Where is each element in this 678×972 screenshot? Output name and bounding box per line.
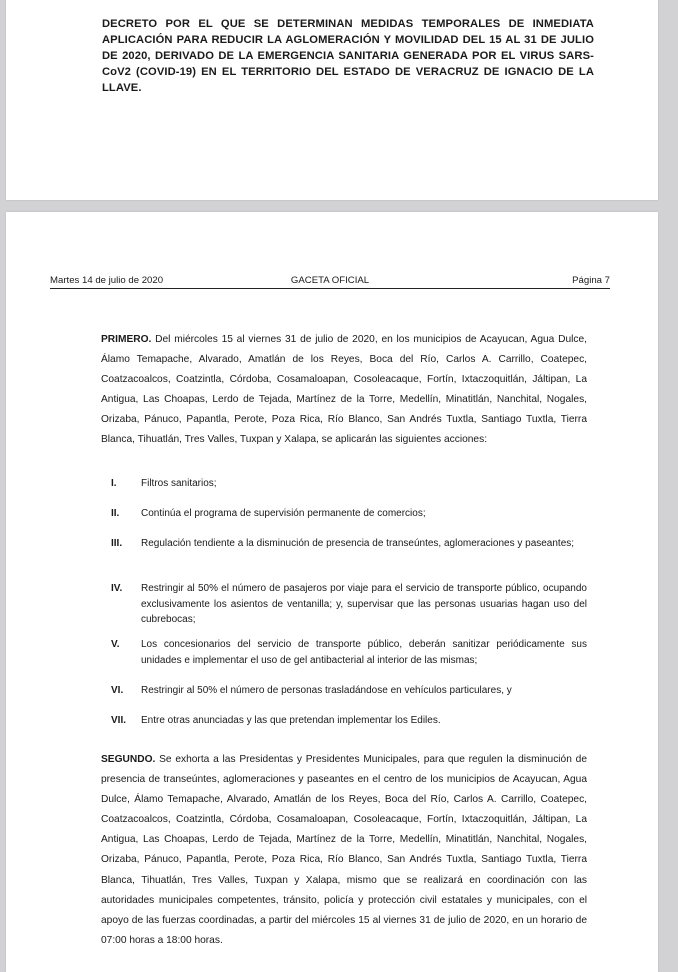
article-segundo [101, 750, 587, 951]
list-item-text: Filtros sanitarios; [141, 478, 217, 489]
header-publication: GACETA OFICIAL [290, 275, 370, 286]
header-date: Martes 14 de julio de 2020 [50, 275, 164, 286]
article-segundo-text: Se exhorta a las Presidentas y Presidentes Municipales, para que regulen la disminución de presencia de transeúntes, aglomeraciones y paseantes en el centro de los municipios de Acayucan, Agua Dulce, Álamo Temapache, Alvarado, Amatlán de los Reyes, Boca del Río, Carlos A. Carrillo, Coatepec, Coatzacoalcos, Coatzintla, Córdoba, Cosamaloapan, Cosoleacaque, Fortín, Ixtaczoquitlán, Jáltipan, La Antigua, Las Choapas, Lerdo de Tejada, Martínez de la Torre, Medellín, Minatitlán, Nanchital, Nogales, Orizaba, Pánuco, Papantla, Perote, Poza Rica, Río Blanco, San Andrés Tuxtla, Santiago Tuxtla, Tierra Blanca, Tihuatlán, Tres Valles, Tuxpan y Xalapa, mismo que se realizará en coordinación con las autoridades municipales competentes, tránsito, policía y protección civil estatales y municipales, con el apoyo de las fuerzas coordinadas, a partir del miércoles 15 al viernes 31 de julio de 2020, en un horario de 07:00 horas a 18:00 horas. [101, 754, 587, 946]
list-item-text: Restringir al 50% el número de pasajeros por viaje para el servicio de transporte público, ocupando exclusivamente los asientos de ventanilla; y, supervisar que las personas usuarias hagan uso del cubrebocas; [141, 583, 587, 625]
article-primero-text: Del miércoles 15 al viernes 31 de julio de 2020, en los municipios de Acayucan, Agua Dulce, Álamo Temapache, Alvarado, Amatlán de los Reyes, Boca del Río, Carlos A. Carrillo, Coatepec, Coatzacoalcos, Coatzintla, Córdoba, Cosamaloapan, Cosoleacaque, Fortín, Ixtaczoquitlán, Jáltipan, La Antigua, Las Choapas, Lerdo de Tejada, Martínez de la Torre, Medellín, Minatitlán, Nanchital, Nogales, Orizaba, Pánuco, Papantla, Perote, Poza Rica, Río Blanco, San Andrés Tuxtla, Santiago Tuxtla, Tierra Blanca, Tihuatlán, Tres Valles, Tuxpan y Xalapa, se aplicarán las siguientes acciones: [101, 334, 587, 446]
list-item-number: I. [111, 478, 117, 489]
list-item-number: III. [111, 538, 123, 549]
list-item-number: V. [111, 639, 120, 650]
article-segundo-label: SEGUNDO. [101, 754, 156, 765]
list-item-number: II. [111, 508, 120, 519]
list-item-text: Restringir al 50% el número de personas trasladándose en vehículos particulares, y [141, 685, 512, 696]
article-primero [101, 330, 587, 451]
gaceta-page [6, 212, 658, 972]
header-divider [50, 288, 610, 289]
list-item-number: IV. [111, 583, 123, 594]
decree-title: DECRETO POR EL QUE SE DETERMINAN MEDIDAS TEMPORALES DE INMEDIATA APLICACIÓN PARA REDUCIR LA AGLOMERACIÓN Y MOVILIDAD DEL 15 AL 31 DE JULIO DE 2020, DERIVADO DE LA EMERGENCIA SANITARIA GENERADA POR EL VIRUS SARS-CoV2 (COVID-19) EN EL TERRITORIO DEL ESTADO DE VERACRUZ DE IGNACIO DE LA LLAVE. [102, 18, 594, 94]
top-page [6, 0, 658, 200]
list-item-text: Regulación tendiente a la disminución de presencia de transeúntes, aglomeraciones y paseantes; [141, 538, 575, 549]
list-item-number: VII. [111, 715, 127, 726]
article-primero-label: PRIMERO. [101, 334, 152, 345]
page-header [50, 274, 610, 288]
list-item-text: Continúa el programa de supervisión permanente de comercios; [141, 508, 426, 519]
header-page-number: Página 7 [572, 275, 610, 286]
list-item-text: Entre otras anunciadas y las que pretendan implementar los Ediles. [141, 715, 441, 726]
list-item-number: VI. [111, 685, 124, 696]
list-item-text: Los concesionarios del servicio de transporte público, deberán sanitizar periódicamente sus unidades e implementar el uso de gel antibacterial al interior de las mismas; [141, 639, 587, 666]
